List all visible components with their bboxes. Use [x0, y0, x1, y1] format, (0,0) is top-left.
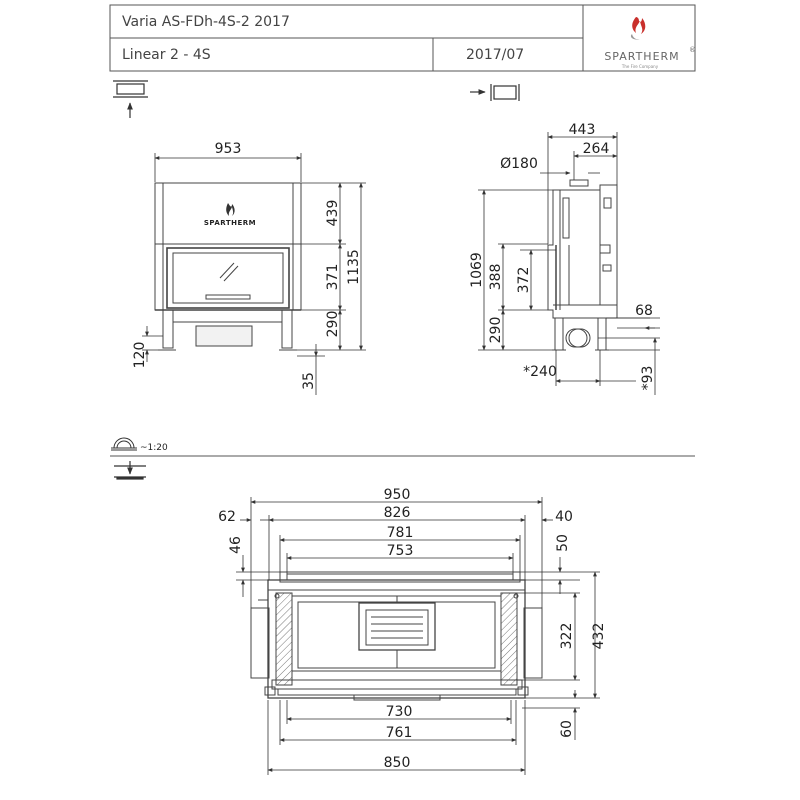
dim-front-glass: 371: [325, 263, 341, 291]
variant-title: Linear 2 - 4S: [122, 47, 211, 63]
dim-side-flue-diameter: Ø180: [500, 156, 538, 172]
side-view: [548, 180, 617, 350]
dim-side-opening: 388: [488, 263, 504, 291]
dim-plan-front-depth: 60: [559, 720, 575, 738]
dim-side-glass: 372: [516, 266, 532, 294]
front-view-symbol: [113, 81, 148, 118]
dim-plan-761: 761: [385, 725, 413, 741]
dim-side-flue-depth: 264: [582, 141, 610, 157]
dim-plan-left-depth: 46: [228, 536, 244, 554]
dim-plan-850: 850: [383, 755, 411, 771]
drawing-date: 2017/07: [466, 47, 525, 63]
dim-front-top: 439: [325, 199, 341, 227]
brand-registered-mark: ®: [689, 46, 696, 54]
brand-tagline: The Fire Company: [621, 64, 659, 69]
dim-side-rear: 68: [635, 303, 653, 319]
dim-side-front-offset: *240: [523, 364, 557, 380]
dim-side-bottom-offset: *93: [640, 365, 656, 391]
dim-plan-left-offset: 62: [218, 509, 236, 525]
plan-view: [251, 572, 542, 700]
side-view-symbol: [470, 84, 519, 101]
brand-name: SPARTHERM: [604, 50, 680, 63]
dim-side-base: 290: [488, 316, 504, 344]
dim-plan-right-offset: 40: [555, 509, 573, 525]
scale-note: ~1:20: [140, 443, 168, 453]
dim-plan-753: 753: [386, 543, 414, 559]
dim-plan-826: 826: [383, 505, 411, 521]
dim-front-bottom: 290: [325, 310, 341, 338]
door-logo-text: SPARTHERM: [203, 219, 257, 227]
dim-front-width: 953: [214, 141, 242, 157]
dim-plan-730: 730: [385, 704, 413, 720]
scale-symbol: [111, 438, 137, 450]
dim-front-foot: 35: [301, 372, 317, 390]
dim-front-total: 1135: [346, 249, 362, 285]
dim-plan-322: 322: [559, 622, 575, 650]
dim-side-depth: 443: [568, 122, 596, 138]
model-title: Varia AS-FDh-4S-2 2017: [122, 14, 290, 30]
spartherm-logo: [604, 17, 696, 69]
plan-view-symbol: [114, 461, 146, 479]
dim-plan-781: 781: [386, 525, 414, 541]
dim-plan-right-depth: 50: [555, 534, 571, 552]
dim-plan-950: 950: [383, 487, 411, 503]
dim-plan-432: 432: [591, 622, 607, 650]
dim-front-leg: 120: [132, 341, 148, 369]
door-logo: [204, 203, 256, 227]
dim-side-flue-height: 1069: [469, 252, 485, 288]
